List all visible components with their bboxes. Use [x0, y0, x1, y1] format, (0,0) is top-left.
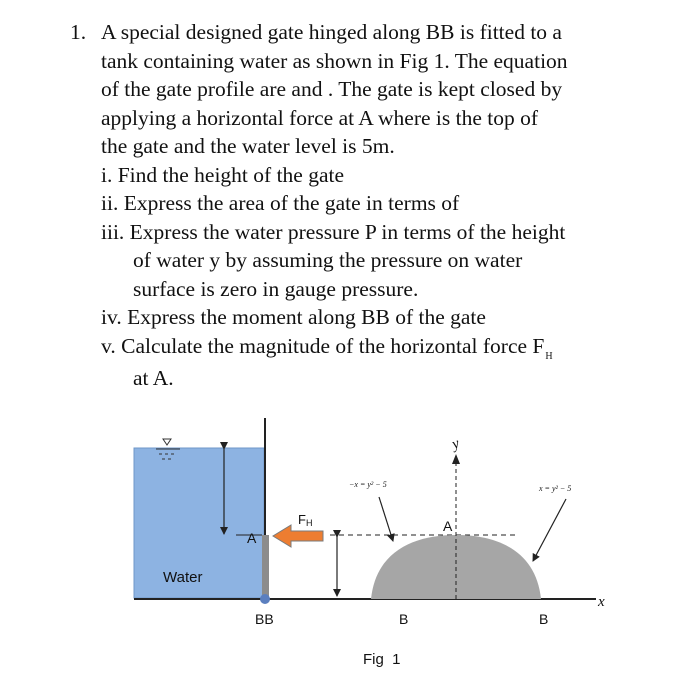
question-number: 1.: [70, 20, 87, 44]
force-arrow: [273, 525, 323, 547]
part-iii-line-3: surface is zero in gauge pressure.: [133, 277, 419, 301]
point-a-right: A: [443, 518, 453, 534]
hinge-label: BB: [255, 611, 274, 627]
point-b-right: B: [539, 611, 549, 627]
question-line-3: of the gate profile are and . The gate is kept closed by: [101, 77, 563, 101]
hinge-dot: [260, 594, 270, 604]
y-axis-arrowhead: [452, 454, 460, 464]
question-line-2: tank containing water as shown in Fig 1. The equation: [101, 49, 568, 73]
eq-left-label: −x = y² − 5: [349, 480, 387, 489]
figure-caption: Fig 1: [363, 651, 401, 668]
part-iii-line-2: of water y by assuming the pressure on water: [133, 248, 523, 272]
force-label-main: F: [298, 512, 306, 527]
eq-right-label: x = y² − 5: [539, 484, 572, 493]
question-line-4: applying a horizontal force at A where is the top of: [101, 106, 539, 130]
force-label-sub: H: [305, 518, 313, 528]
part-iii-line-1: iii. Express the water pressure P in terms of the height: [101, 220, 566, 244]
water-label: Water: [163, 569, 203, 586]
gate-left: [262, 535, 269, 598]
part-v-line-2: at A.: [133, 366, 174, 390]
point-b-left: B: [399, 611, 409, 627]
eq-left-leader: [379, 497, 393, 541]
force-subscript: H: [545, 351, 553, 362]
part-ii: ii. Express the area of the gate in terms of: [101, 191, 460, 215]
part-i: i. Find the height of the gate: [101, 163, 345, 187]
question-line-5: the gate and the water level is 5m.: [101, 134, 395, 158]
y-axis-label: y: [449, 435, 462, 453]
part-v-text: v. Calculate the magnitude of the horizontal force F: [101, 334, 545, 358]
point-a-left: A: [247, 530, 257, 546]
part-iv: iv. Express the moment along BB of the gate: [101, 305, 486, 329]
force-label: [298, 512, 312, 528]
question-line-1: A special designed gate hinged along BB is fitted to a: [101, 20, 562, 44]
x-axis-label: x: [598, 594, 605, 610]
eq-right-leader: [533, 499, 566, 561]
